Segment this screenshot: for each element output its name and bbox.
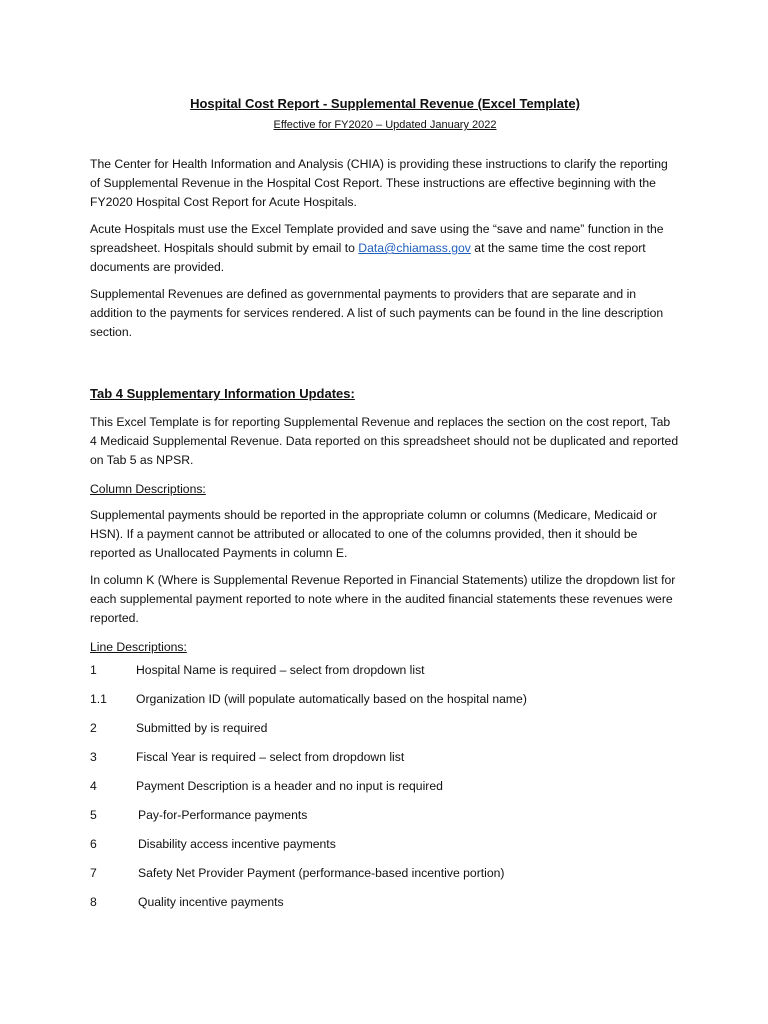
- list-item: [90, 777, 680, 806]
- line-text: Hospital Name is required – select from dropdown list: [136, 663, 425, 677]
- line-number: 5: [90, 808, 97, 822]
- line-number: 8: [90, 895, 97, 909]
- list-item: [90, 806, 680, 835]
- line-text: Fiscal Year is required – select from dropdown list: [136, 750, 405, 764]
- line-number: 2: [90, 721, 97, 735]
- list-item: [90, 661, 680, 690]
- line-number: 1.1: [90, 692, 107, 706]
- line-number: 3: [90, 750, 97, 764]
- document-subtitle: Effective for FY2020 – Updated January 2022: [273, 119, 497, 131]
- tab4-heading: Tab 4 Supplementary Information Updates:: [90, 386, 355, 401]
- document-page: [0, 96, 768, 1024]
- column-paragraph-1: Supplemental payments should be reported in the appropriate column or columns (Medicare, Medicaid or HSN). If a payment cannot be attributed or allocated to one of the columns provided, then it should be reported as Unallocated Payments in column E.: [90, 508, 658, 560]
- definition-paragraph: Supplemental Revenues are defined as governmental payments to providers that are separate and in addition to the payments for services rendered. A list of such payments can be found in the line description section.: [90, 287, 664, 339]
- line-number: 6: [90, 837, 97, 851]
- template-paragraph: [90, 220, 680, 277]
- list-item: [90, 690, 680, 719]
- line-text: Payment Description is a header and no input is required: [136, 779, 443, 793]
- list-item: [90, 748, 680, 777]
- line-text: Pay-for-Performance payments: [138, 808, 308, 822]
- line-descriptions-heading: Line Descriptions:: [90, 640, 187, 654]
- tab4-paragraph: This Excel Template is for reporting Supplemental Revenue and replaces the section on the cost report, Tab 4 Medicaid Supplemental Revenue. Data reported on this spreadsheet should not be duplicated and reported on Tab 5 as NPSR.: [90, 415, 679, 467]
- line-text: Quality incentive payments: [138, 895, 284, 909]
- column-descriptions-heading: Column Descriptions:: [90, 482, 206, 496]
- document-title: Hospital Cost Report - Supplemental Revenue (Excel Template): [190, 96, 580, 111]
- list-item: [90, 835, 680, 864]
- intro-paragraph: The Center for Health Information and Analysis (CHIA) is providing these instructions to clarify the reporting of Supplemental Revenue in the Hospital Cost Report. These instructions are effective beginning with the FY2020 Hospital Cost Report for Acute Hospitals.: [90, 157, 668, 209]
- list-item: [90, 719, 680, 748]
- line-number: 7: [90, 866, 97, 880]
- line-text: Safety Net Provider Payment (performance-based incentive portion): [138, 866, 505, 880]
- list-item: [90, 864, 680, 893]
- line-text: Disability access incentive payments: [138, 837, 336, 851]
- line-number: 4: [90, 779, 97, 793]
- list-item: [90, 893, 680, 922]
- column-paragraph-2: In column K (Where is Supplemental Revenue Reported in Financial Statements) utilize the dropdown list for each supplemental payment reported to note where in the audited financial statements these revenues were reported.: [90, 573, 676, 625]
- line-number: 1: [90, 663, 97, 677]
- line-text: Submitted by is required: [136, 721, 268, 735]
- line-description-list: [90, 661, 680, 922]
- template-text-after: at the same time the cost report documents are provided.: [90, 241, 646, 274]
- line-text: Organization ID (will populate automatically based on the hospital name): [136, 692, 527, 706]
- template-text-before: Acute Hospitals must use the Excel Template provided and save using the “save and name” function in the spreadsheet. Hospitals should submit by email to: [90, 222, 664, 255]
- email-link[interactable]: Data@chiamass.gov: [358, 241, 471, 255]
